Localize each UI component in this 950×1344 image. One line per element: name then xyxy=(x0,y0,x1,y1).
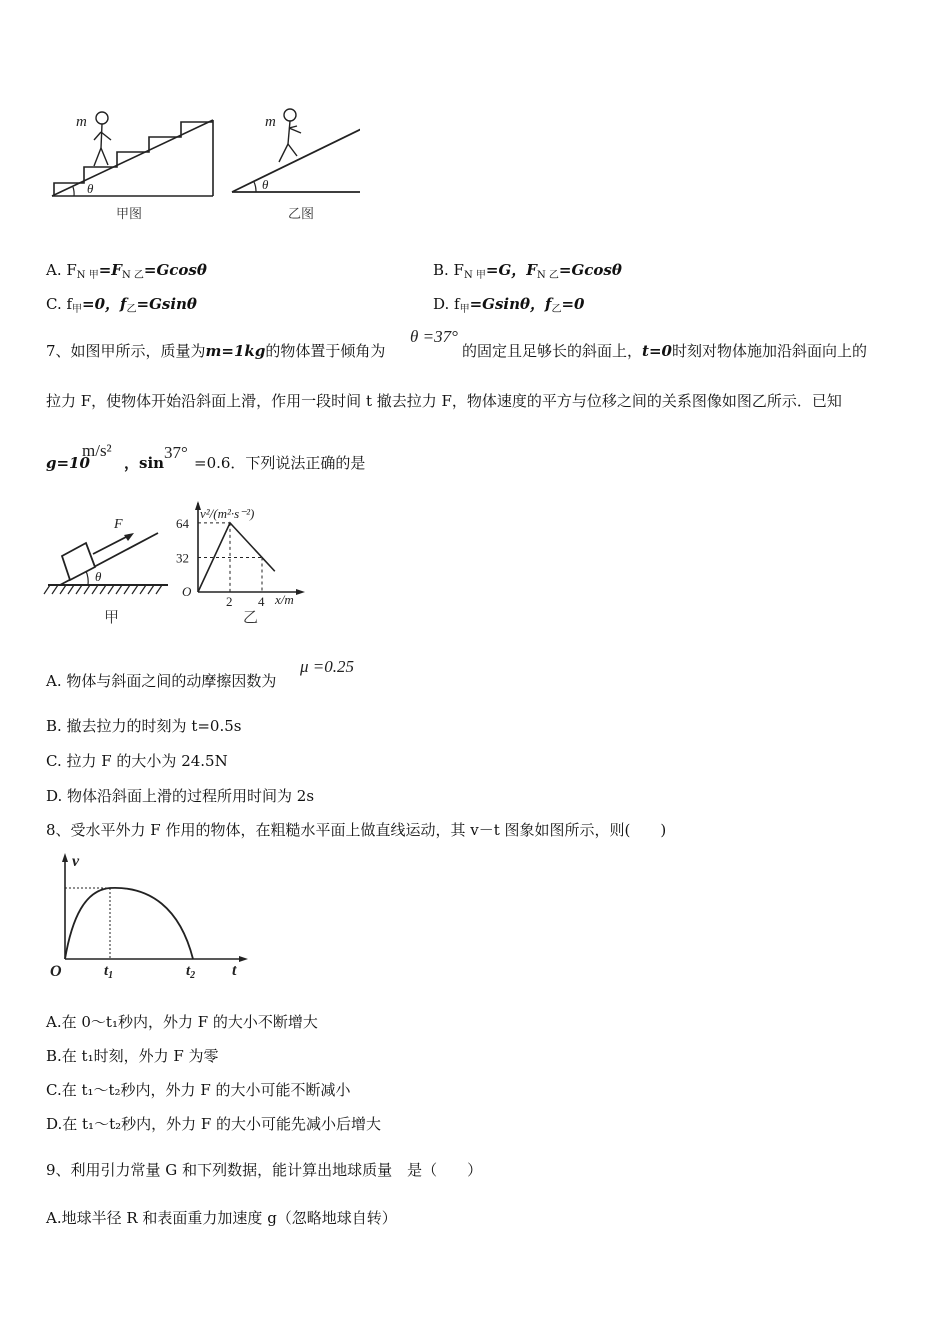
q7-v2-x-graph xyxy=(170,498,315,630)
q8-option-a[interactable]: A.在 0～t₁秒内，外力 F 的大小不断增大 xyxy=(46,1013,318,1031)
staircase-diagram xyxy=(52,120,213,196)
q8-option-b[interactable]: B.在 t₁时刻，外力 F 为零 xyxy=(46,1047,219,1065)
person-icon xyxy=(279,109,301,162)
q7-option-c[interactable]: C. 拉力 F 的大小为 24.5N xyxy=(46,752,228,770)
q7-g-unit: m/s² xyxy=(82,441,112,460)
q6-option-b[interactable]: B. $F_{N 甲}=G$，$F_{N 乙}=Gcos\theta$ xyxy=(433,261,622,281)
q7-line-1: 7、如图甲所示，质量为m=1kg的物体置于倾角为 xyxy=(46,342,386,360)
x-axis-label: x/m xyxy=(275,592,294,607)
v-axis-label: v xyxy=(72,853,80,870)
person-icon xyxy=(94,112,111,166)
q8-option-d[interactable]: D.在 t₁～t₂秒内，外力 F 的大小可能先减小后增大 xyxy=(46,1115,382,1133)
q8-stem: 8、受水平外力 F 作用的物体，在粗糙水平面上做直线运动，其 v－t 图象如图所示，则( ) xyxy=(46,821,667,839)
q6-figure xyxy=(40,100,360,235)
t-axis-label: t xyxy=(232,962,237,979)
theta-label-right: θ xyxy=(262,177,269,192)
caption-jia: 甲 xyxy=(104,610,120,626)
theta-label: θ xyxy=(95,569,102,584)
mass-label-right: m xyxy=(265,114,276,130)
force-label: F xyxy=(114,517,123,532)
q8-option-c[interactable]: C.在 t₁～t₂秒内，外力 F 的大小可能不断减小 xyxy=(46,1081,351,1099)
y-tick-label: 32 xyxy=(176,550,189,566)
theta-label-left: θ xyxy=(87,181,94,196)
q7-line-1-cont: 的固定且足够长的斜面上，t=0时刻对物体施加沿斜面向上的 xyxy=(462,342,867,360)
caption-right: 乙图 xyxy=(288,206,315,221)
q7-incline-figure xyxy=(40,505,180,630)
origin-label: O xyxy=(182,584,192,599)
y-axis-label: v²/(m²·s⁻²) xyxy=(200,506,255,521)
q9-option-a[interactable]: A.地球半径 R 和表面重力加速度 g（忽略地球自转） xyxy=(46,1209,397,1227)
origin-label: O xyxy=(50,963,62,980)
caption-left: 甲图 xyxy=(116,206,143,221)
block xyxy=(62,543,95,580)
q7-sin-label: ，sin xyxy=(124,454,165,472)
q7-option-d[interactable]: D. 物体沿斜面上滑的过程所用时间为 2s xyxy=(46,787,315,805)
q7-option-a[interactable]: A. 物体与斜面之间的动摩擦因数为 xyxy=(46,672,277,690)
q7-sin-angle: 37° xyxy=(164,443,188,462)
velocity-curve xyxy=(65,888,193,959)
q9-stem: 9、利用引力常量 G 和下列数据，能计算出地球质量 是（ ） xyxy=(46,1161,483,1179)
x-tick-label: 2 xyxy=(226,594,233,609)
q6-option-d[interactable]: D. $f_甲=Gsin\theta$，$f_乙=0$ xyxy=(433,295,585,315)
q7-option-b[interactable]: B. 撤去拉力的时刻为 t=0.5s xyxy=(46,717,242,735)
q7-line-2: 拉力 F，使物体开始沿斜面上滑，作用一段时间 t 撤去拉力 F，物体速度的平方与位移之间的关系图像如图乙所示．已知 xyxy=(46,392,842,410)
mass-label-left: m xyxy=(76,114,87,130)
q8-v-t-graph xyxy=(40,848,260,983)
q6-option-a[interactable]: A. $F_{N 甲}=F_{N 乙}=Gcos\theta$ xyxy=(46,261,207,281)
q6-option-c[interactable]: C. $f_甲=0$，$f_乙=Gsin\theta$ xyxy=(46,295,197,315)
q7-theta-equation: θ =37° xyxy=(410,327,458,346)
q7-mu-equation: μ =0.25 xyxy=(300,657,355,676)
y-tick-label: 64 xyxy=(176,515,189,531)
x-tick-label: 4 xyxy=(258,594,265,609)
q7-g-label: g=10 xyxy=(46,454,90,472)
t1-label: $t_1$ xyxy=(104,963,114,981)
q7-line-3-end: =0.6．下列说法正确的是 xyxy=(194,454,366,472)
caption-yi: 乙 xyxy=(243,610,259,626)
t2-label: $t_2$ xyxy=(186,963,196,981)
